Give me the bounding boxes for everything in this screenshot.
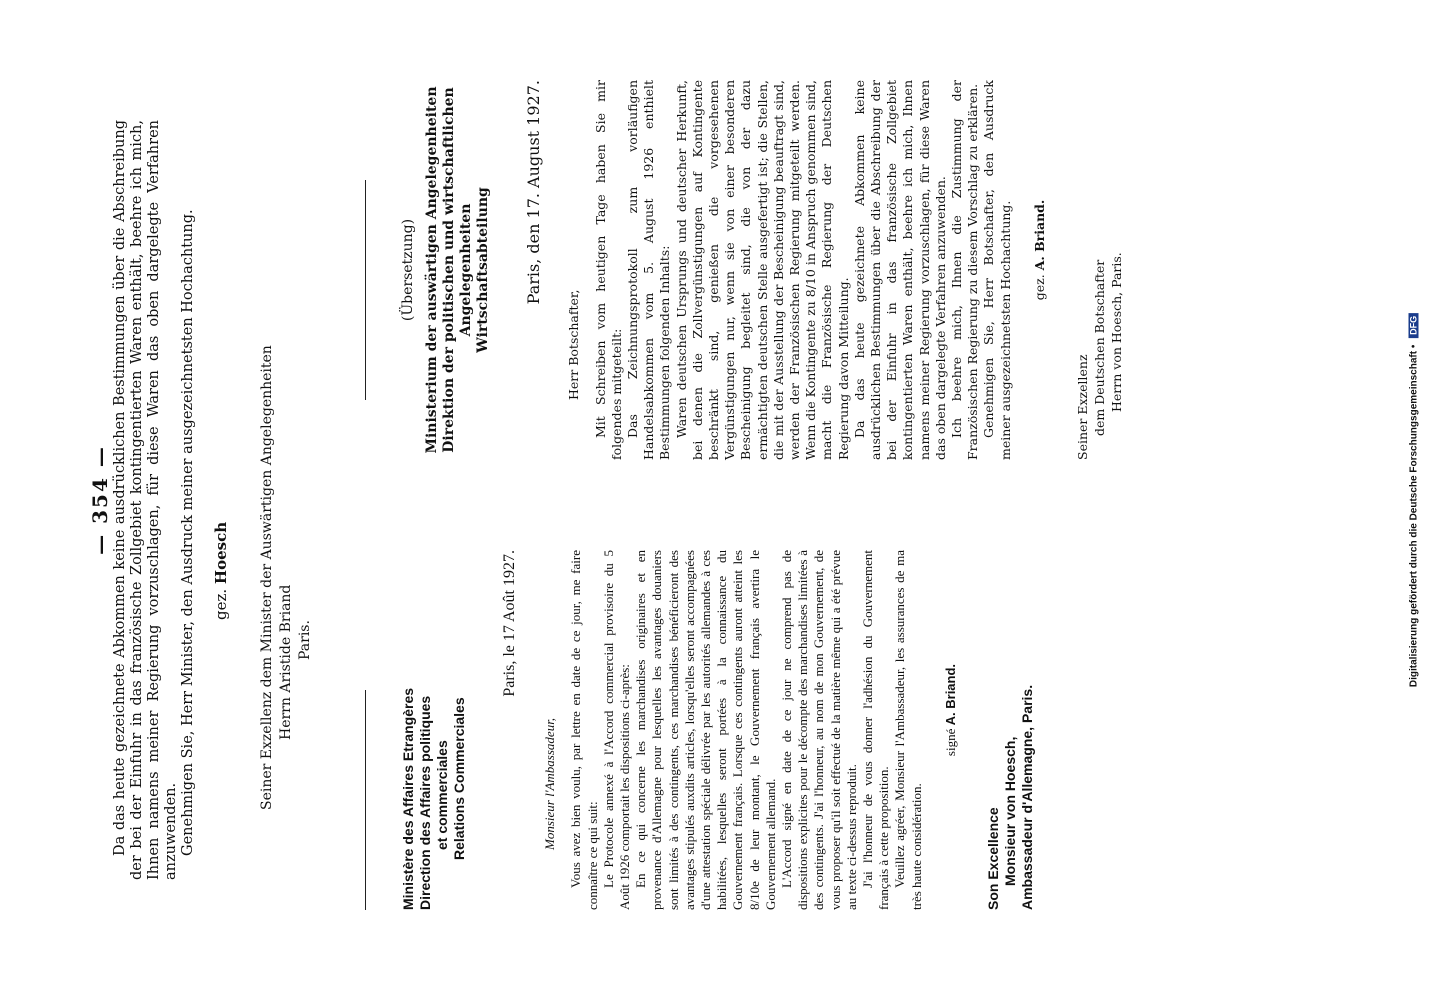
german-addressee-line: dem Deutschen Botschafter bbox=[1092, 259, 1108, 436]
french-header bbox=[400, 550, 468, 910]
digitization-note bbox=[1409, 313, 1420, 687]
french-header-line: et commerciales bbox=[434, 740, 450, 850]
top-continuation bbox=[112, 120, 197, 880]
french-paragraph: En ce qui concerne les marchandises originaires et en provenance d'Allemagne pour lesquelles les avantages douaniers sont limités à des contingents, ces marchandises bénéficieront des avantages stipulés auxdits articles, lorsqu'elles seront accompagnées d'une attestation spéciale délivrée par les autorités allemandes à ces habilitées, lesquelles seront portées à la connaissance du Gouvernement français. Lorsque ces contingents auront atteint les 8/10e de leur montant, le Gouvernement français avertira le Gouvernement allemand. bbox=[633, 550, 778, 910]
french-paragraph: J'ai l'honneur de vous donner l'adhésion du Gouvernement français à cette proposition. bbox=[860, 550, 892, 910]
french-column bbox=[400, 550, 1036, 910]
french-header-line: Ministère des Affaires Etrangères bbox=[400, 687, 416, 910]
top-addressee-line: Seiner Exzellenz dem Minister der Auswärtigen Angelegenheiten bbox=[259, 345, 275, 810]
top-signed-prefix: gez. bbox=[212, 588, 230, 620]
french-salutation: Monsieur l'Ambassadeur, bbox=[542, 717, 558, 850]
german-paragraph: Waren deutschen Ursprungs und deutscher Herkunft, bei denen die Zollvergünstigungen auf Kontingente beschränkt sind, genießen die vorgesehenen Vergünstigungen nur, wenn sie von einer besonderen Bescheinigung begleitet sind, die von der dazu ermächtigten deutschen Stelle ausgefertigt ist; die Stellen, die mit der Ausstellung der Bescheinigung beauftragt sind, werden der Französischen Regierung mitgeteilt werden. Wenn die Kontingente zu 8/10 in Anspruch genommen sind, macht die Französische Regierung der Deutschen Regierung davon Mitteilung. bbox=[673, 80, 851, 460]
divider-left bbox=[365, 690, 366, 910]
top-closing: Genehmigen Sie, Herr Minister, den Ausdruck meiner ausgezeichnetsten Hochachtung. bbox=[180, 209, 196, 856]
german-addressee bbox=[1074, 80, 1125, 460]
french-signature bbox=[943, 550, 959, 870]
french-date: Paris, le 17 Août 1927. bbox=[501, 550, 518, 697]
french-signed-name: A. Briand. bbox=[942, 663, 958, 726]
dfg-badge: DFG bbox=[1409, 313, 1419, 338]
german-paragraph: Genehmigen Sie, Herr Botschafter, den Ausdruck meiner ausgezeichnetsten Hochachtung. bbox=[981, 80, 1013, 460]
french-header-line: Relations Commerciales bbox=[451, 697, 467, 860]
german-header-line: Wirtschaftsabteilung bbox=[475, 187, 492, 353]
french-addressee-line: Monsieur von Hoesch, bbox=[1002, 736, 1019, 886]
french-header-line: Direction des Affaires politiques bbox=[417, 695, 433, 910]
divider-right bbox=[365, 180, 366, 400]
french-addressee-line: Ambassadeur d'Allemagne, Paris. bbox=[1019, 684, 1036, 910]
translation-note: (Übersetzung) bbox=[400, 218, 416, 322]
german-signed-name: A. Briand. bbox=[1031, 199, 1047, 271]
french-paragraph: Le Protocole annexé à l'Accord commercial provisoire du 5 Août 1926 comportait les dispositions ci-après: bbox=[600, 550, 633, 910]
french-signed-prefix: signé bbox=[942, 728, 958, 757]
german-signed-prefix: gez. bbox=[1031, 274, 1047, 301]
top-signature bbox=[212, 522, 230, 620]
german-signature bbox=[1032, 80, 1048, 420]
german-header-line: Direktion der politischen und wirtschaftlichen Angelegenheiten bbox=[441, 87, 475, 453]
german-salutation: Herr Botschafter, bbox=[566, 289, 582, 400]
digitization-note-text: Digitalisierung gefördert durch die Deutsche Forschungsgemeinschaft • bbox=[1408, 344, 1420, 688]
german-paragraph: Ich beehre mich, Ihnen die Zustimmung der Französischen Regierung zu diesem Vorschlag zu erklären. bbox=[949, 80, 981, 460]
top-signed-name: Hoesch bbox=[212, 521, 230, 585]
german-header-line: Ministerium der auswärtigen Angelegenheiten bbox=[424, 86, 441, 454]
top-addressee-line: Paris. bbox=[297, 620, 313, 660]
german-column bbox=[400, 80, 1125, 460]
german-paragraph: Mit Schreiben vom heutigen Tage haben Sie mir folgendes mitgeteilt: bbox=[592, 80, 624, 460]
page-number: — 354 — bbox=[88, 445, 112, 555]
german-addressee-line: Herrn von Hoesch, Paris. bbox=[1109, 252, 1125, 412]
french-addressee bbox=[985, 550, 1036, 910]
french-paragraph: Vous avez bien voulu, par lettre en date de ce jour, me faire connaître ce qui suit: bbox=[568, 550, 600, 910]
top-paragraph: Da das heute gezeichnete Abkommen keine ausdrücklichen Bestimmungen über die Abschreibung der bei der Einfuhr in das französische Zollgebiet kontingentierten Waren enthält, beehre ich mich, Ihnen namens meiner Regierung vorzuschlagen, für diese Waren das oben dargelegte Verfahren anzuwenden. bbox=[112, 120, 179, 880]
french-paragraph: L'Accord signé en date de ce jour ne comprend pas de dispositions explicites pour le décompte des marchandises limitées à des contingents. J'ai l'honneur, au nom de mon Gouvernement, de vous proposer qu'il soit effectué de la matière même qui a été prévue au texte ci-dessus reproduit. bbox=[779, 550, 859, 910]
german-addressee-line: Seiner Exzellenz bbox=[1075, 354, 1091, 460]
top-addressee-line: Herrn Aristide Briand bbox=[278, 584, 294, 740]
french-paragraph: Veuillez agréer, Monsieur l'Ambassadeur, les assurances de ma très haute considération. bbox=[892, 550, 924, 910]
german-header bbox=[424, 80, 492, 460]
french-addressee-line: Son Excellence bbox=[985, 807, 1002, 910]
german-paragraph: Das Zeichnungsprotokoll zum vorläufigen Handelsabkommen vom 5. August 1926 enthielt Bestimmungen folgenden Inhalts: bbox=[625, 80, 673, 460]
german-paragraph: Da das heute gezeichnete Abkommen keine ausdrücklichen Bestimmungen über die Abschreibung der bei der Einfuhr in das französische Zollgebiet kontingentierten Waren enthält, beehre ich mich, Ihnen namens meiner Regierung vorzuschlagen, für diese Waren das oben dargelegte Verfahren anzuwenden. bbox=[851, 80, 948, 460]
top-addressee bbox=[258, 345, 315, 810]
german-date: Paris, den 17. August 1927. bbox=[524, 80, 544, 305]
